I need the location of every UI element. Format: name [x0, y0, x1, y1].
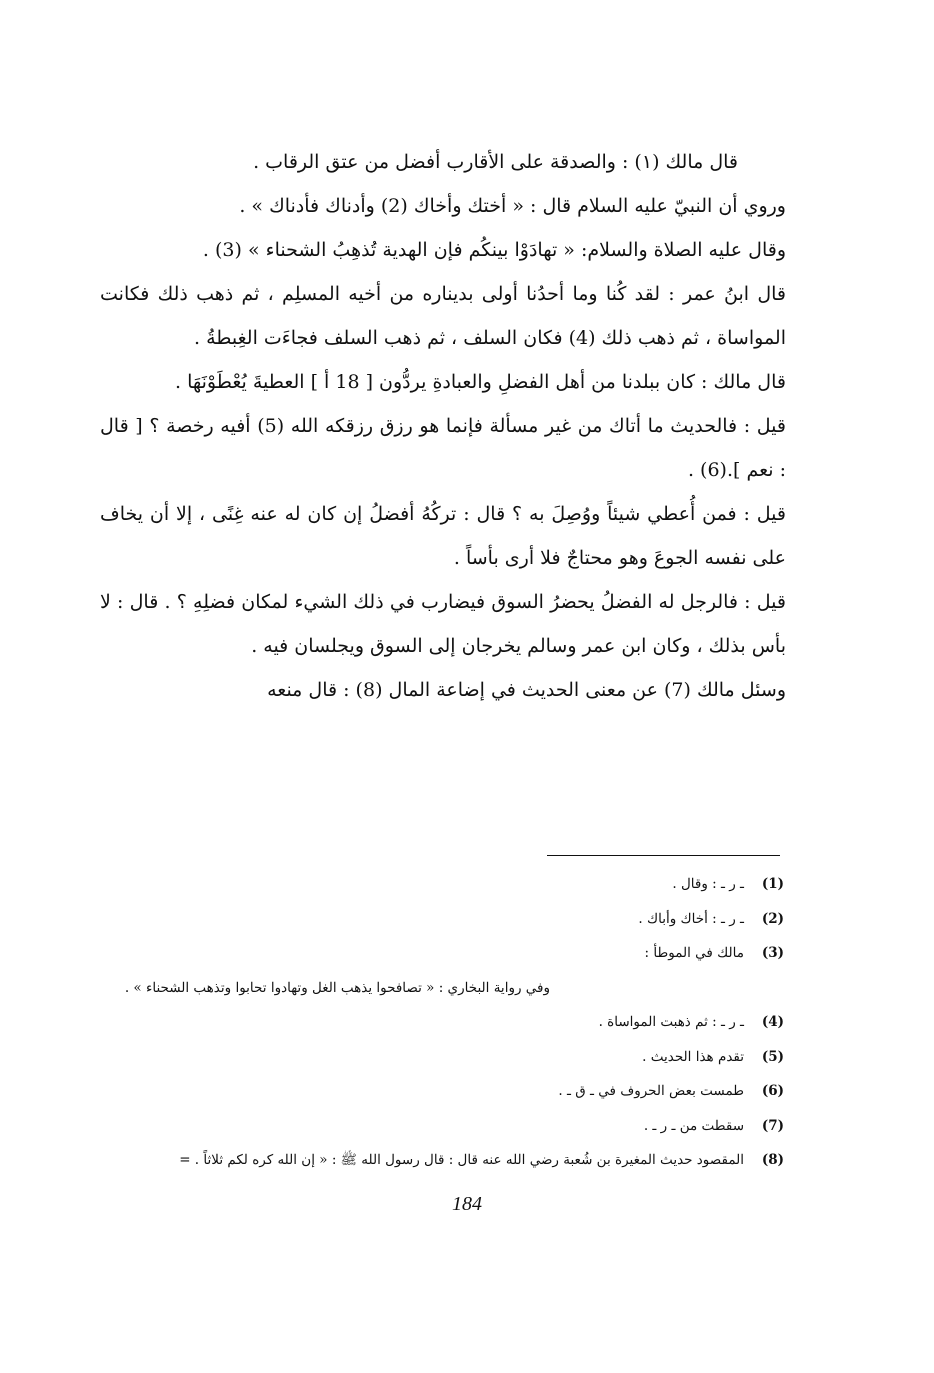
paragraph-2: وروي أن النبيّ عليه السلام قال : « أختك وأخاك (2) وأدناك فأدناك » . [239, 195, 786, 217]
footnote-1 [80, 867, 784, 902]
paragraph-8: قيل : فالرجل له الفضلُ يحضرُ السوق فيضارب في ذلك الشيء لمكان فضلِهِ ؟ . قال : لا بأس بذلك ، وكان ابن عمر وسالم يخرجان إلى السوق ويجلسان فيه . [100, 591, 786, 657]
paragraph-4: قال ابنُ عمر : لقد كُنا وما أحدُنا أولى بديناره من أخيه المسلِم ، ثم ذهب ذلك فكانت المواساة ، ثم ذهب ذلك (4) فكان السلف ، ثم ذهب السلف فجاءَت الغِبطةُ . [100, 283, 786, 349]
footnote-text: مالك في الموطأ : [644, 945, 744, 961]
footnote-number: (1) [761, 876, 784, 892]
paragraph-1: قال مالك (١) : والصدقة على الأقارب أفضل من عتق الرقاب . [253, 151, 738, 173]
footnote-number: (3) [761, 945, 784, 961]
footnote-number: (8) [761, 1152, 784, 1168]
page-number: 184 [452, 1193, 482, 1215]
footnotes [80, 867, 784, 1178]
footnote-text: ـ ر ـ : وقال . [672, 876, 744, 892]
main-text [100, 140, 786, 712]
footnote-number: (6) [761, 1083, 784, 1099]
footnote-3 [80, 936, 784, 971]
footnote-6 [80, 1074, 784, 1109]
footnote-separator [547, 855, 780, 856]
footnote-2 [80, 902, 784, 937]
footnote-8 [80, 1143, 784, 1178]
paragraph-7: قيل : فمن أُعطي شيئاً ووُصِلَ به ؟ قال : تركُهُ أفضلُ إن كان له عنه غِنًى ، إلا أن يخاف على نفسه الجوعَ وهو محتاجٌ فلا أرى بأساً . [100, 503, 786, 569]
paragraph-3: وقال عليه الصلاة والسلام: « تهادَوْا بينكُم فإن الهدية تُذهِبُ الشحناء » (3) . [202, 239, 786, 261]
footnote-3-continuation [80, 971, 784, 1006]
footnote-number: (5) [761, 1048, 784, 1065]
paragraph-5: قال مالك : كان ببلدنا من أهل الفضلِ والعبادةِ يردُّون [ 18 أ ] العطيةَ يُعْطَوْنَهَا . [175, 371, 786, 393]
footnote-text: سقطت من ـ ر ـ . [643, 1117, 744, 1134]
footnote-4 [80, 1005, 784, 1040]
footnote-5 [80, 1040, 784, 1075]
footnote-text: المقصود حديث المغيرة بن شُعبة رضي الله عنه قال : قال رسول الله ﷺ : « إن الله كره لكم ثلاثاً . = [179, 1152, 744, 1168]
footnote-text: ـ ر ـ : ثم ذهبت المواساة . [598, 1014, 744, 1030]
footnote-text: وفي رواية البخاري : « تصافحوا يذهب الغل وتهادوا تحابوا وتذهب الشحناء » . [124, 979, 550, 996]
footnote-text: تقدم هذا الحديث . [642, 1048, 744, 1065]
footnote-text: طمست بعض الحروف في ـ ق ـ . [558, 1083, 744, 1099]
footnote-number: (7) [761, 1117, 784, 1134]
footnote-text: ـ ر ـ : أخاك وأباك . [638, 910, 744, 927]
paragraph-6: قيل : فالحديث ما أتاك من غير مسألة فإنما هو رزق رزقكه الله (5) أفيه رخصة ؟ [ قال : نعم ].(6) . [100, 415, 786, 481]
footnote-7 [80, 1109, 784, 1144]
footnote-number: (4) [761, 1014, 784, 1030]
paragraph-9: وسئل مالك (7) عن معنى الحديث في إضاعة المال (8) : قال منعه [267, 679, 786, 701]
footnote-number: (2) [761, 910, 784, 927]
